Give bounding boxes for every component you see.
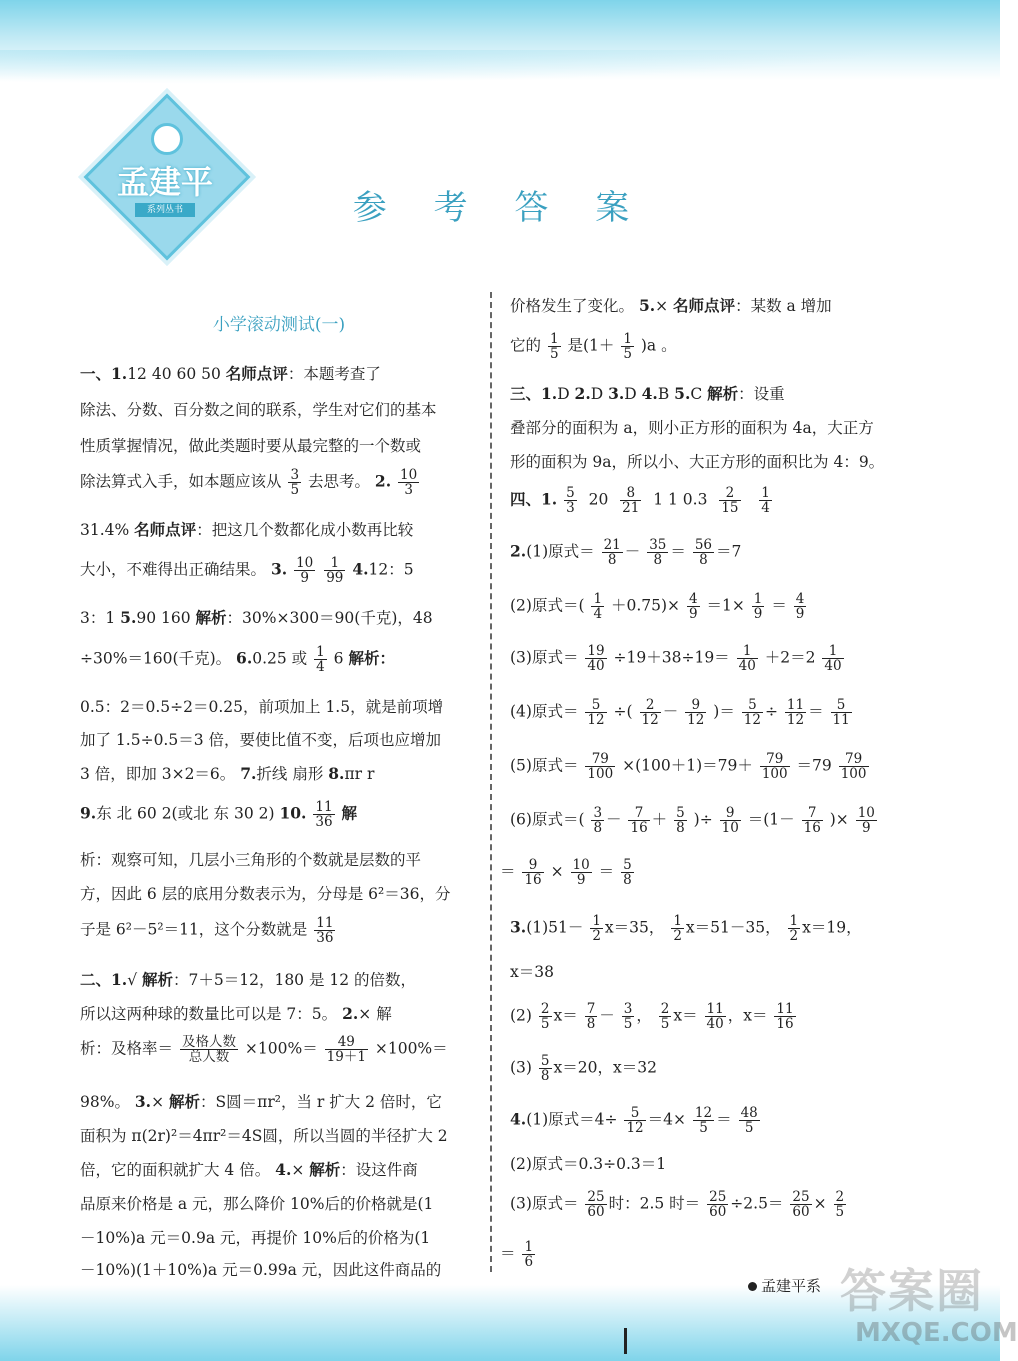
fraction: $\frac{1}{40}$ [824, 643, 842, 675]
text-line: －10%)a 元＝0.9a 元，再提价 10%后的价格为(1 [80, 1229, 431, 1247]
fraction: $\frac{5}{12}$ [587, 697, 605, 729]
fraction: $\frac{1}{9}$ [753, 591, 763, 623]
logo-series: 系列丛书 [135, 203, 195, 217]
logo-emblem-icon [151, 123, 183, 155]
text-line: (2)原式＝( $\frac{1}{4}$ ＋0.75)× $\frac{4}{9}$ ＝1× $\frac{1}{9}$ ＝ $\frac{4}{9}$ [510, 591, 805, 623]
fraction: $\frac{49}{19+1}$ [326, 1034, 366, 1066]
footer-brand: 孟建平系 [748, 1275, 821, 1296]
fraction: $\frac{2}{5}$ [835, 1189, 845, 1221]
fraction: $\frac{10}{3}$ [400, 467, 418, 499]
text-line: 4.(1)原式＝4÷ $\frac{5}{12}$ ＝4× $\frac{12}{5}$ ＝ $\frac{48}{5}$ [510, 1105, 758, 1137]
fraction: $\frac{35}{8}$ [649, 537, 667, 569]
fraction: $\frac{5}{12}$ [626, 1105, 644, 1137]
fraction: $\frac{3}{5}$ [290, 467, 300, 499]
fraction: $\frac{1}{4}$ [593, 591, 603, 623]
fraction: $\frac{21}{8}$ [603, 537, 621, 569]
fraction: $\frac{25}{60}$ [792, 1189, 810, 1221]
text-line: 31.4% 名师点评：把这几个数都化成小数再比较 [80, 520, 414, 539]
text-line: 0.5：2＝0.5÷2＝0.25，前项加上 1.5，就是前项增 [80, 698, 444, 716]
text-line: 面积为 π(2r)²＝4πr²＝4S圆，所以当圆的半径扩大 2 [80, 1127, 448, 1145]
bullet-icon [748, 1282, 757, 1291]
fraction: $\frac{12}{5}$ [694, 1105, 713, 1137]
fraction: $\frac{11}{36}$ [316, 915, 334, 947]
text-line: (3)原式＝ $\frac{25}{60}$ 时：2.5 时＝ $\frac{25}{60}$ ÷2.5＝ $\frac{25}{60}$ × $\frac{2}{5}$ [510, 1189, 845, 1221]
text-line: 性质掌握情况，做此类题时要从最完整的一个数或 [80, 437, 422, 455]
text-line: ＝ $\frac{1}{6}$ [500, 1239, 534, 1271]
fraction: $\frac{11}{36}$ [315, 799, 333, 831]
text-line: (5)原式＝ $\frac{79}{100}$ ×(100＋1)＝79＋ $\frac{79}{100}$ ＝79 $\frac{79}{100}$ [510, 751, 867, 783]
text-line: (6)原式＝( $\frac{3}{8}$ － $\frac{7}{16}$ ＋ $\frac{5}{8}$ )÷ $\frac{9}{10}$ ＝(1－ $\frac{7}{16}$ )× $\frac{10}{9}$ [510, 805, 875, 837]
text-line: 一、1.12 40 60 50 名师点评：本题考查了 [80, 364, 381, 383]
text-line: (3) $\frac{5}{8}$ x＝20，x＝32 [510, 1053, 657, 1085]
fraction: $\frac{1}{40}$ [738, 643, 756, 675]
fraction: $\frac{79}{100}$ [761, 751, 788, 783]
fraction: $\frac{5}{8}$ [540, 1053, 550, 1085]
fraction: $\frac{2}{15}$ [721, 485, 739, 517]
text-line: ＝ $\frac{9}{16}$ × $\frac{10}{9}$ ＝ $\frac{5}{8}$ [500, 857, 632, 889]
fraction: $\frac{5}{3}$ [566, 485, 575, 517]
text-line: 二、1.√ 解析：7＋5＝12，180 是 12 的倍数， [80, 970, 417, 989]
text-line: 方，因此 6 层的底用分数表示为，分母是 6²＝36，分 [80, 885, 451, 903]
fraction: $\frac{2}{5}$ [540, 1001, 550, 1033]
fraction: $\frac{7}{8}$ [586, 1001, 596, 1033]
fraction: $\frac{11}{16}$ [776, 1001, 794, 1033]
text-line: 3.(1)51－ $\frac{1}{2}$ x＝35， $\frac{1}{2}$ x＝51－35， $\frac{1}{2}$ x＝19， [510, 913, 862, 945]
fraction: $\frac{11}{12}$ [786, 697, 805, 729]
fraction: $\frac{4}{9}$ [688, 591, 698, 623]
text-line: 子是 6²－5²＝11，这个分数就是 $\frac{11}{36}$ [80, 915, 334, 947]
text-line: 叠部分的面积为 a，则小正方形的面积为 4a，大正方 [510, 419, 874, 437]
text-line: 四、1. $\frac{5}{3}$ 20 $\frac{8}{21}$ 1 1 0.3 $\frac{2}{15}$ $\frac{1}{4}$ [510, 485, 770, 517]
fraction: $\frac{19}{40}$ [587, 643, 605, 675]
top-decorative-band [0, 0, 1000, 80]
page-title: 参 考 答 案 [352, 188, 648, 228]
fraction: $\frac{5}{8}$ [676, 805, 685, 837]
watermark: 答案圈 [840, 1264, 984, 1318]
column-divider [490, 292, 492, 1272]
text-line: 98%。 3.× 解析：S圆＝πr²，当 r 扩大 2 倍时，它 [80, 1092, 442, 1111]
text-line: 除法、分数、百分数之间的联系，学生对它们的基本 [80, 401, 437, 419]
fraction: $\frac{1}{4}$ [761, 485, 770, 517]
fraction: $\frac{1}{2}$ [789, 913, 799, 945]
text-line: 品原来价格是 a 元，那么降价 10%后的价格就是(1 [80, 1195, 434, 1213]
fraction: $\frac{3}{5}$ [623, 1001, 633, 1033]
logo-name: 孟建平 [116, 163, 213, 201]
fraction: $\frac{5}{11}$ [832, 697, 850, 729]
fraction: $\frac{1}{99}$ [326, 555, 344, 587]
text-line: 形的面积为 9a，所以小、大正方形的面积比为 4：9。 [510, 453, 885, 471]
fraction: $\frac{48}{5}$ [740, 1105, 758, 1137]
text-line: 它的 $\frac{1}{5}$ 是(1＋ $\frac{1}{5}$ )a 。 [510, 331, 677, 363]
text-line: 所以这两种球的数量比可以是 7：5。 2.× 解 [80, 1004, 392, 1023]
text-line: －10%)(1＋10%)a 元＝0.99a 元，因此这件商品的 [80, 1261, 442, 1279]
fraction: $\frac{3}{8}$ [593, 805, 603, 837]
fraction: $\frac{10}{9}$ [857, 805, 875, 837]
text-line: 3：1 5.90 160 解析：30%×300＝90(千克)，48 [80, 608, 433, 627]
fraction: $\frac{25}{60}$ [587, 1189, 605, 1221]
text-line: 3 倍，即加 3×2＝6。 7.折线 扇形 8.πr r [80, 764, 375, 783]
fraction: $\frac{5}{12}$ [743, 697, 761, 729]
section-title: 小学滚动测试(一) [212, 315, 346, 335]
fraction: $\frac{4}{9}$ [795, 591, 805, 623]
fraction: $\frac{8}{21}$ [622, 485, 640, 517]
text-line: 倍，它的面积就扩大 4 倍。 4.× 解析：设这件商 [80, 1160, 418, 1179]
text-line: 三、1.D 2.D 3.D 4.B 5.C 解析：设重 [510, 384, 785, 403]
text-line: 加了 1.5÷0.5＝3 倍，要使比值不变，后项也应增加 [80, 731, 442, 749]
fraction: $\frac{1}{2}$ [592, 913, 601, 945]
fraction: $\frac{5}{8}$ [623, 857, 632, 889]
fraction: $\frac{2}{5}$ [660, 1001, 670, 1033]
text-line: 价格发生了变化。 5.× 名师点评：某数 a 增加 [510, 296, 832, 315]
text-line: ÷30%＝160(千克)。 6.0.25 或 $\frac{1}{4}$ 6 解析： [80, 644, 395, 676]
fraction: $\frac{25}{60}$ [709, 1189, 727, 1221]
text-line: (3)原式＝ $\frac{19}{40}$ ÷19＋38÷19＝ $\frac{1}{40}$ ＋2＝2 $\frac{1}{40}$ [510, 643, 842, 675]
fraction: $\frac{9}{10}$ [721, 805, 739, 837]
fraction: $\frac{79}{100}$ [840, 751, 867, 783]
fraction: $\frac{2}{12}$ [641, 697, 659, 729]
text-line: x＝38 [510, 963, 554, 981]
fraction: $\frac{7}{16}$ [630, 805, 648, 837]
fraction: $\frac{1}{4}$ [316, 644, 325, 676]
text-line: 9.东 北 60 2(或北 东 30 2) 10. $\frac{11}{36}$ 解 [80, 799, 357, 831]
fraction: $\frac{1}{6}$ [524, 1239, 534, 1271]
text-line: (4)原式＝ $\frac{5}{12}$ ÷( $\frac{2}{12}$ － $\frac{9}{12}$ )＝ $\frac{5}{12}$ ÷ $\frac{11}{12}$ ＝ $\frac{5}{11}$ [510, 697, 850, 729]
text-line: 析：及格率＝ $\frac{\text{及格人数}}{\text{总人数}}$ ×100%＝ $\frac{49}{19+1}$ ×100%＝ [80, 1034, 448, 1066]
text-line: 2.(1)原式＝ $\frac{21}{8}$ － $\frac{35}{8}$ ＝ $\frac{56}{8}$ ＝7 [510, 537, 742, 569]
brand-logo [85, 95, 245, 255]
page-marker [624, 1328, 627, 1354]
text-line: 大小，不难得出正确结果。 3. $\frac{10}{9}$ $\frac{1}{99}$ 4.12：5 [80, 555, 414, 587]
fraction: $\frac{9}{12}$ [687, 697, 705, 729]
text-line: (2)原式＝0.3÷0.3＝1 [510, 1155, 667, 1173]
fraction: $\frac{79}{100}$ [587, 751, 614, 783]
fraction: $\frac{9}{16}$ [524, 857, 542, 889]
fraction: $\frac{11}{40}$ [706, 1001, 724, 1033]
fraction: $\frac{10}{9}$ [572, 857, 590, 889]
fraction: $\frac{1}{5}$ [623, 331, 632, 363]
text-line: 析：观察可知，几层小三角形的个数就是层数的平 [80, 851, 422, 869]
fraction: $\frac{56}{8}$ [694, 537, 713, 569]
fraction: $\frac{1}{5}$ [549, 331, 559, 363]
text-line: 除法算式入手，如本题应该从 $\frac{3}{5}$ 去思考。 2. $\frac{10}{3}$ [80, 467, 418, 499]
fraction: $\frac{\text{及格人数}}{\text{总人数}}$ [181, 1034, 236, 1066]
text-line: (2) $\frac{2}{5}$ x＝ $\frac{7}{8}$ － $\frac{3}{5}$ ， $\frac{2}{5}$ x＝ $\frac{11}{40}$ ，x＝ $\frac{11}{16}$ [510, 1001, 794, 1033]
fraction: $\frac{7}{16}$ [803, 805, 821, 837]
fraction: $\frac{10}{9}$ [296, 555, 314, 587]
watermark-url: MXQE.COM [855, 1318, 1018, 1348]
fraction: $\frac{1}{2}$ [673, 913, 682, 945]
